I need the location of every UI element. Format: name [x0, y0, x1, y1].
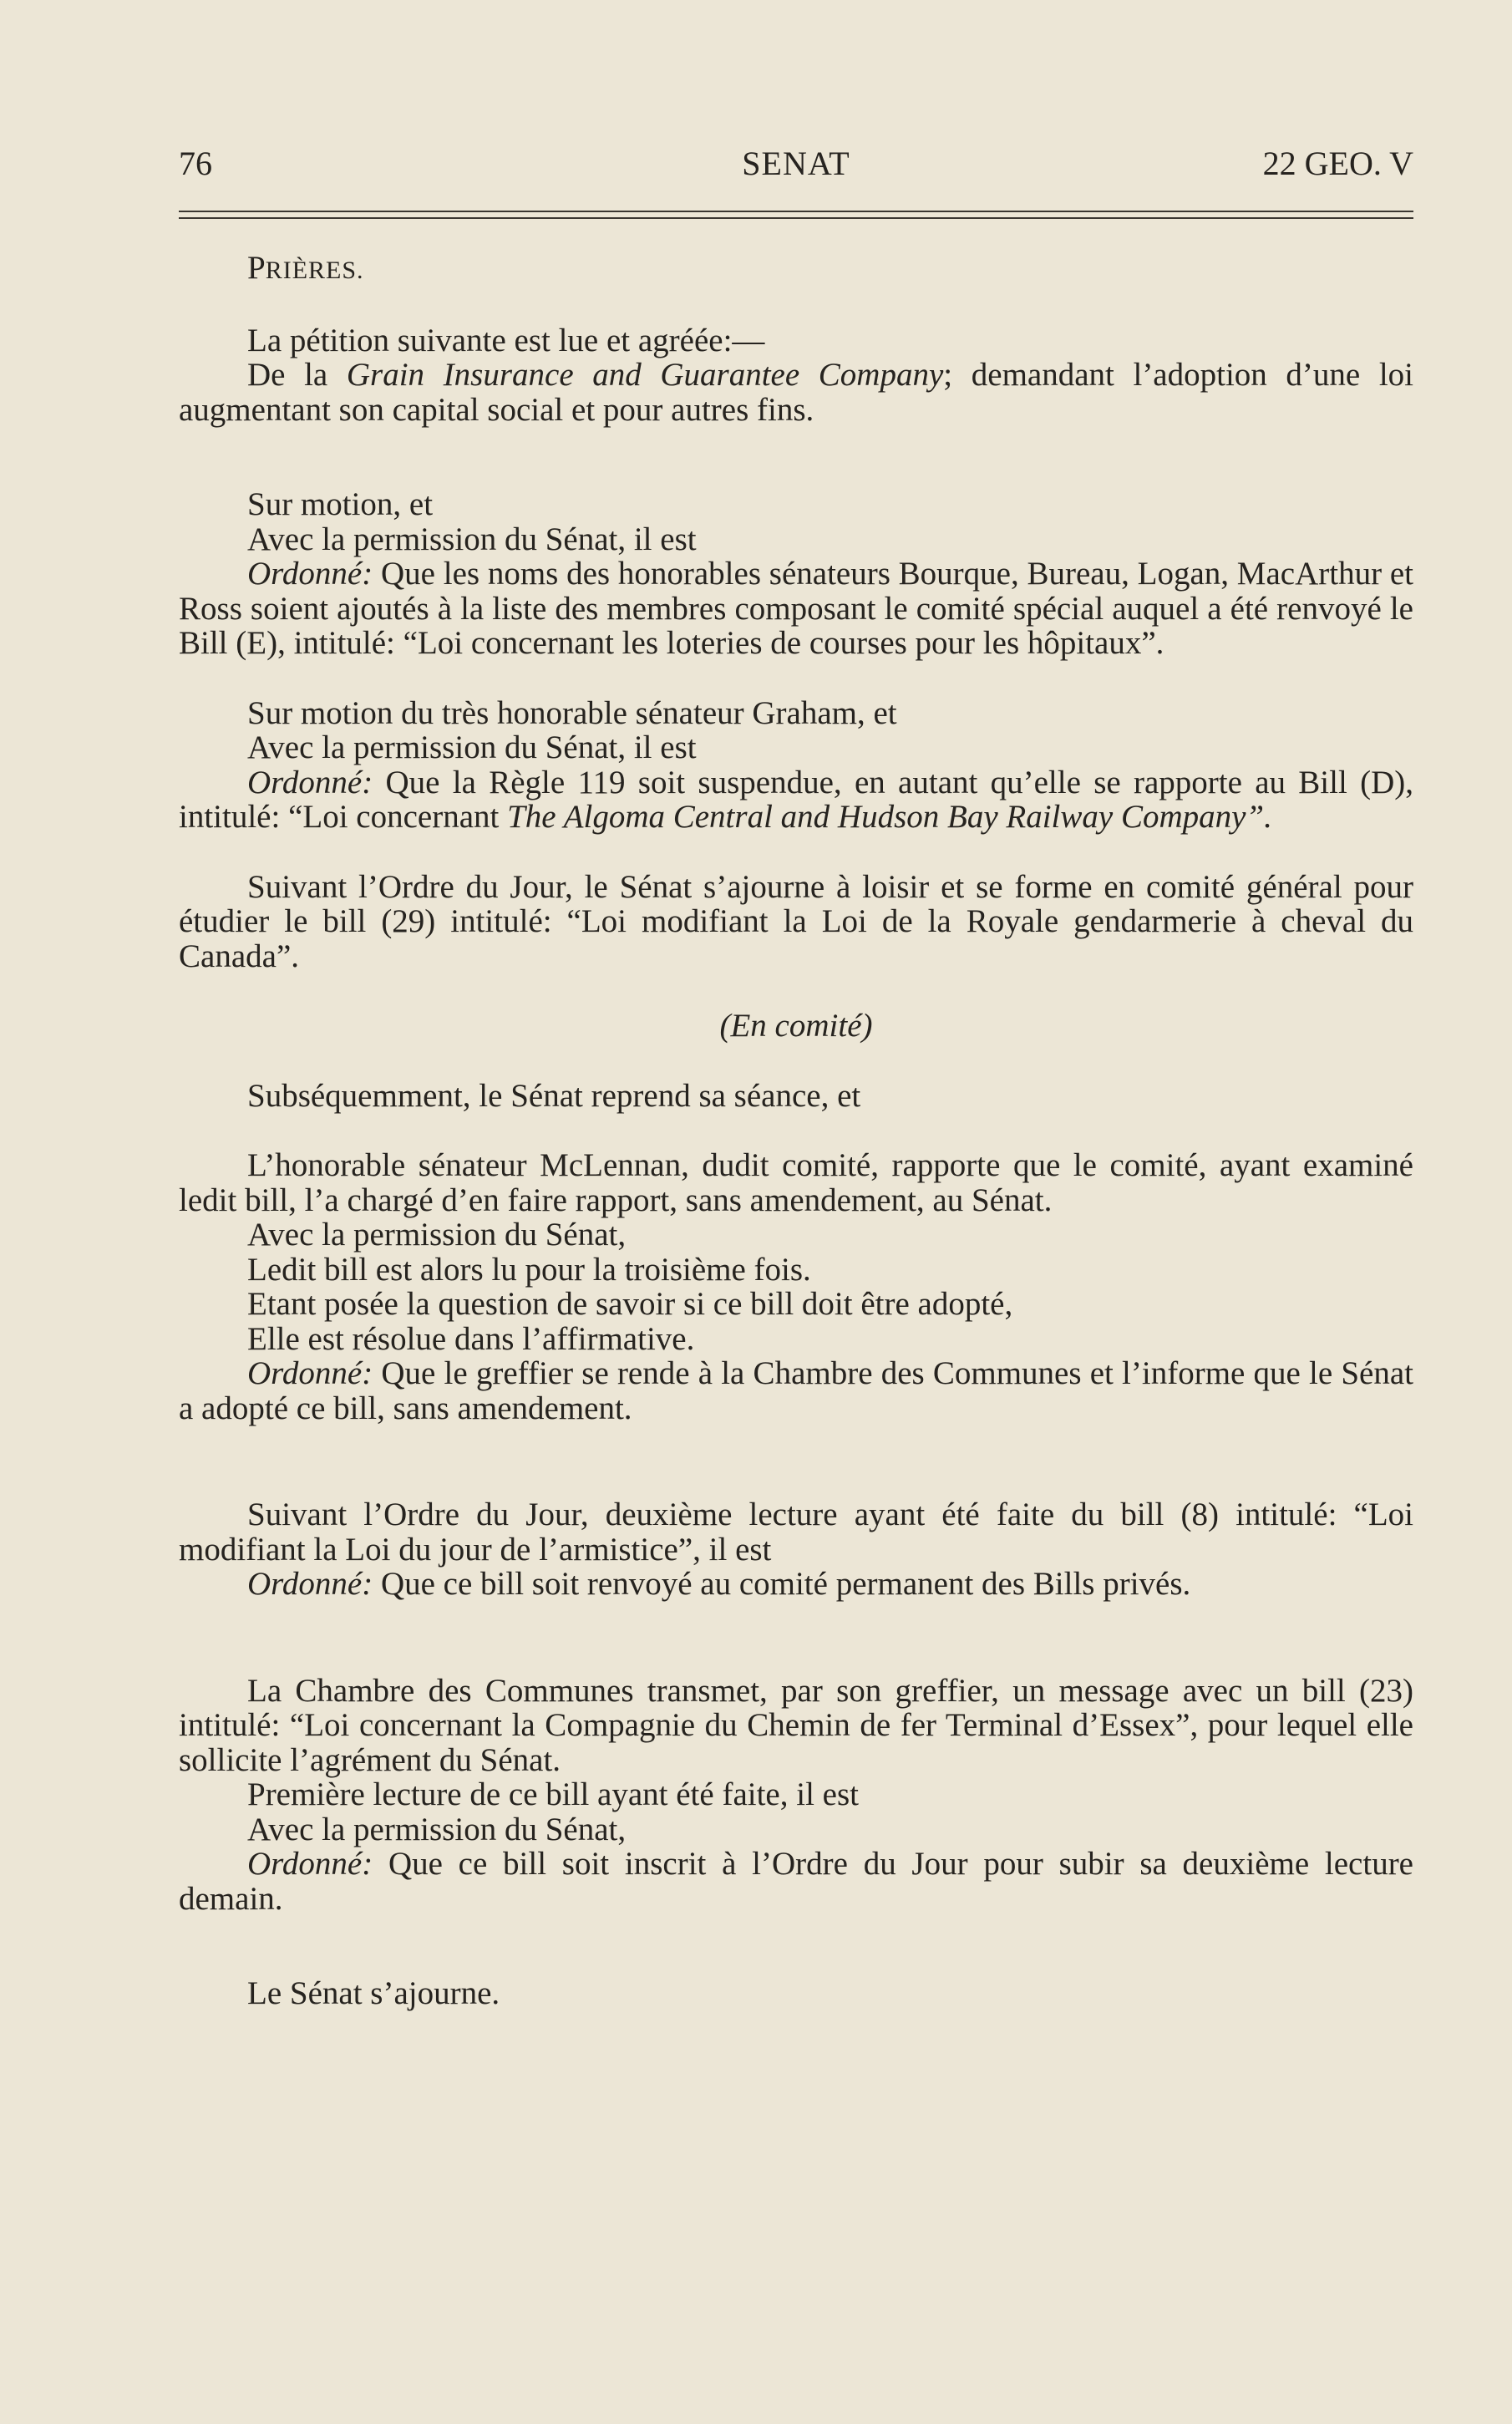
- header-rule-top: [179, 211, 1413, 212]
- reign-label: 22 GEO. V: [1262, 145, 1413, 182]
- motion2-order: Ordonné: Que la Règle 119 soit suspendue, en autant qu’elle se rapporte au Bill (D), intitulé: “Loi concernant The Algoma Central and Hudson Bay Railway Company”.: [179, 764, 1413, 835]
- commons-order: Ordonné: Que ce bill soit inscrit à l’Ordre du Jour pour subir sa deuxième lecture demain.: [179, 1846, 1413, 1917]
- committee-order: Ordonné: Que le greffier se rende à la Chambre des Communes et l’informe que le Sénat a adopté ce bill, sans amendement.: [179, 1355, 1413, 1426]
- running-title: SENAT: [742, 145, 850, 182]
- prayers-heading: PRIÈRES.: [247, 250, 364, 286]
- motion1-line2: Avec la permission du Sénat, il est: [247, 521, 697, 557]
- header-rule-bottom: [179, 217, 1413, 219]
- motion2-line2: Avec la permission du Sénat, il est: [247, 729, 697, 765]
- committee-text: Suivant l’Ordre du Jour, le Sénat s’ajourne à loisir et se forme en comité général pour étudier le bill (29) intitulé: “Loi modifiant la Loi de la Royale gendarmerie à cheval du Canada”.: [179, 868, 1413, 974]
- armistice-order: Ordonné: Que ce bill soit renvoyé au comité permanent des Bills privés.: [247, 1566, 1191, 1602]
- petition-intro: La pétition suivante est lue et agréée:—: [247, 322, 765, 358]
- committee-permission: Avec la permission du Sénat,: [247, 1217, 627, 1253]
- commons-message: La Chambre des Communes transmet, par son greffier, un message avec un bill (23) intitulé: “Loi concernant la Compagnie du Chemin de fer Terminal d’Essex”, pour lequel elle sollicite l’agrément du Sénat.: [179, 1672, 1413, 1778]
- committee-report: L’honorable sénateur McLennan, dudit comité, rapporte que le comité, ayant examiné ledit bill, l’a chargé d’en faire rapport, sans amendement, au Sénat.: [179, 1147, 1413, 1218]
- armistice-text: Suivant l’Ordre du Jour, deuxième lecture ayant été faite du bill (8) intitulé: “Loi modifiant la Loi du jour de l’armistice”, il est: [179, 1497, 1413, 1568]
- company-name: Grain Insurance and Guarantee Company: [346, 357, 944, 393]
- en-comite: (En comité): [719, 1008, 873, 1044]
- journal-body: [179, 251, 1413, 2011]
- commons-first-reading: Première lecture de ce bill ayant été faite, il est: [247, 1776, 859, 1812]
- adjournment: Le Sénat s’ajourne.: [247, 1975, 500, 2011]
- commons-permission: Avec la permission du Sénat,: [247, 1811, 627, 1847]
- committee-resolved: Elle est résolue dans l’affirmative.: [247, 1320, 695, 1357]
- page-header: [179, 144, 1413, 185]
- committee-resume: Subséquemment, le Sénat reprend sa séance, et: [247, 1077, 861, 1114]
- motion2-line1: Sur motion du très honorable sénateur Graham, et: [247, 694, 897, 731]
- motion1-line1: Sur motion, et: [247, 486, 434, 522]
- page-number: 76: [179, 145, 212, 182]
- committee-third-reading: Ledit bill est alors lu pour la troisième fois.: [247, 1251, 811, 1288]
- committee-question: Etant posée la question de savoir si ce bill doit être adopté,: [247, 1286, 1013, 1322]
- petition-text: De la Grain Insurance and Guarantee Company; demandant l’adoption d’une loi augmentant son capital social et pour autres fins.: [179, 357, 1413, 428]
- motion1-order: Ordonné: Que les noms des honorables sénateurs Bourque, Bureau, Logan, MacArthur et Ross soient ajoutés à la liste des membres composant le comité spécial auquel a été renvoyé le Bill (E), intitulé: “Loi concernant les loteries de courses pour les hôpitaux”.: [179, 556, 1413, 661]
